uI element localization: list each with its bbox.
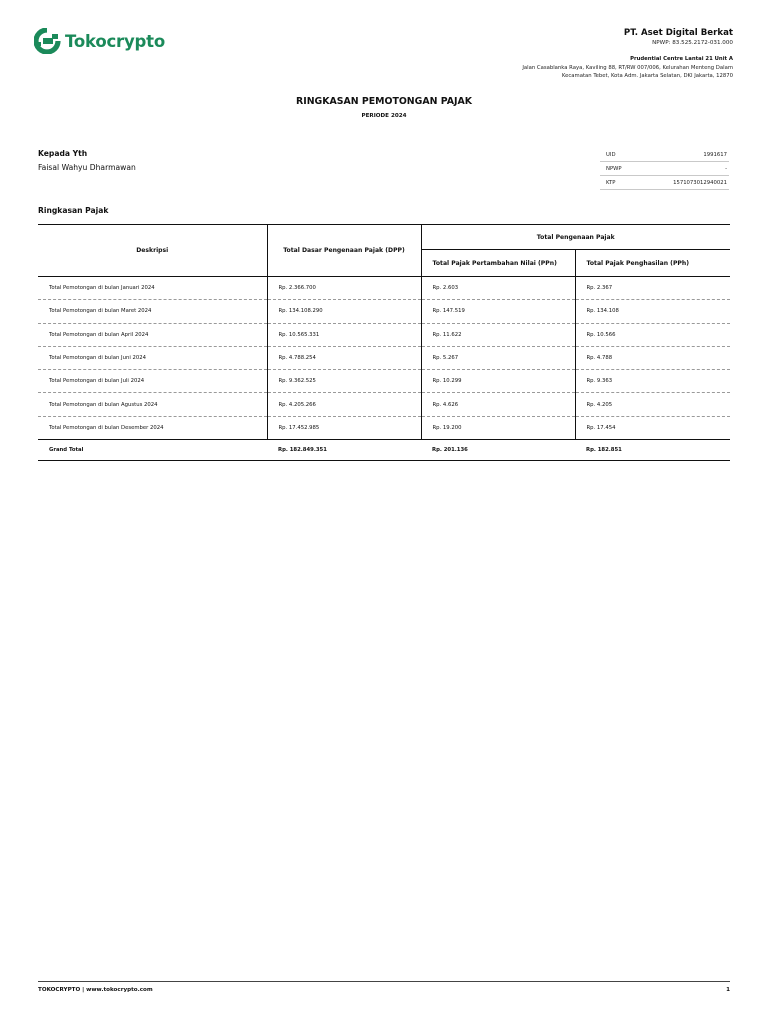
row-ppn: Rp. 10.299 [421,370,575,393]
table-row [38,370,730,393]
row-ppn: Rp. 4.626 [421,393,575,416]
company-name: PT. Aset Digital Berkat [623,28,733,38]
table-row [38,393,730,416]
row-dpp: Rp. 9.362.525 [267,370,421,393]
table-row [38,346,730,369]
recipient-label: Kepada Yth [38,149,88,158]
row-dpp: Rp. 2.366.700 [267,277,421,300]
row-dpp: Rp. 4.788.254 [267,346,421,369]
row-description: Total Pemotongan di bulan April 2024 [38,323,267,346]
row-description: Total Pemotongan di bulan Juli 2024 [38,370,267,393]
tax-summary-table [38,224,730,461]
row-description: Total Pemotongan di bulan Maret 2024 [38,300,267,323]
row-pph: Rp. 4.788 [575,346,730,369]
row-dpp: Rp. 17.452.985 [267,416,421,439]
row-ppn: Rp. 147.519 [421,300,575,323]
total-pph: Rp. 182.851 [575,440,730,461]
company-address-line-1: Jalan Casablanka Raya, Kaviling 88, RT/RW 007/006, Kelurahan Menteng Dalam [522,65,733,71]
recipient-name: Faisal Wahyu Dharmawan [38,163,136,172]
row-dpp: Rp. 4.205.266 [267,393,421,416]
brand-name: Tokocrypto [65,31,165,51]
row-pph: Rp. 2.367 [575,277,730,300]
identifier-row-uid [600,148,729,162]
total-ppn: Rp. 201.136 [421,440,575,461]
identifier-table [600,148,729,190]
document-period: PERIODE 2024 [361,113,407,119]
header-dpp: Total Dasar Pengenaan Pajak (DPP) [267,225,421,277]
company-address [522,64,733,80]
row-ppn: Rp. 2.603 [421,277,575,300]
row-ppn: Rp. 11.622 [421,323,575,346]
identifier-label: NPWP [600,162,636,176]
company-address-line-2: Kecamatan Tebet, Kota Adm. Jakarta Selatan, DKI Jakarta, 12870 [561,73,733,80]
row-description: Total Pemotongan di bulan Desember 2024 [38,416,267,439]
row-pph: Rp. 17.454 [575,416,730,439]
company-npwp: NPWP: 83.525.2172-031.000 [652,40,733,46]
row-description: Total Pemotongan di bulan Januari 2024 [38,277,267,300]
row-pph: Rp. 10.566 [575,323,730,346]
header-description: Deskripsi [38,225,267,277]
page-number: 1 [726,987,730,993]
footer-text: TOKOCRYPTO | www.tokocrypto.com [38,987,153,993]
row-pph: Rp. 4.205 [575,393,730,416]
row-description: Total Pemotongan di bulan Juni 2024 [38,346,267,369]
row-ppn: Rp. 19.200 [421,416,575,439]
total-dpp: Rp. 182.849.351 [267,440,421,461]
footer-divider [38,981,730,982]
header-ppn: Total Pajak Pertambahan Nilai (PPn) [421,250,575,277]
tokocrypto-logo [34,28,165,54]
identifier-row-npwp [600,162,729,176]
identifier-label: UID [600,148,636,162]
row-pph: Rp. 134.108 [575,300,730,323]
header-pph: Total Pajak Penghasilan (PPh) [575,250,730,277]
row-pph: Rp. 9.363 [575,370,730,393]
total-description: Grand Total [38,440,267,461]
company-building: Prudential Centre Lantai 21 Unit A [630,56,733,62]
table-row [38,277,730,300]
section-title: Ringkasan Pajak [38,206,109,215]
table-row [38,323,730,346]
table-row [38,416,730,439]
row-description: Total Pemotongan di bulan Agustus 2024 [38,393,267,416]
identifier-row-ktp [600,176,729,190]
company-info [522,28,733,80]
tokocrypto-logo-icon [34,28,61,54]
row-ppn: Rp. 5.267 [421,346,575,369]
grand-total-row [38,440,730,461]
identifier-value: - [636,162,729,176]
row-dpp: Rp. 134.108.290 [267,300,421,323]
header-tax-group: Total Pengenaan Pajak [421,225,730,250]
identifier-label: KTP [600,176,636,190]
document-title: RINGKASAN PEMOTONGAN PAJAK [295,96,472,107]
row-dpp: Rp. 10.565.331 [267,323,421,346]
identifier-value: 1571073012940021 [636,176,729,190]
table-row [38,300,730,323]
identifier-value: 1991617 [636,148,729,162]
